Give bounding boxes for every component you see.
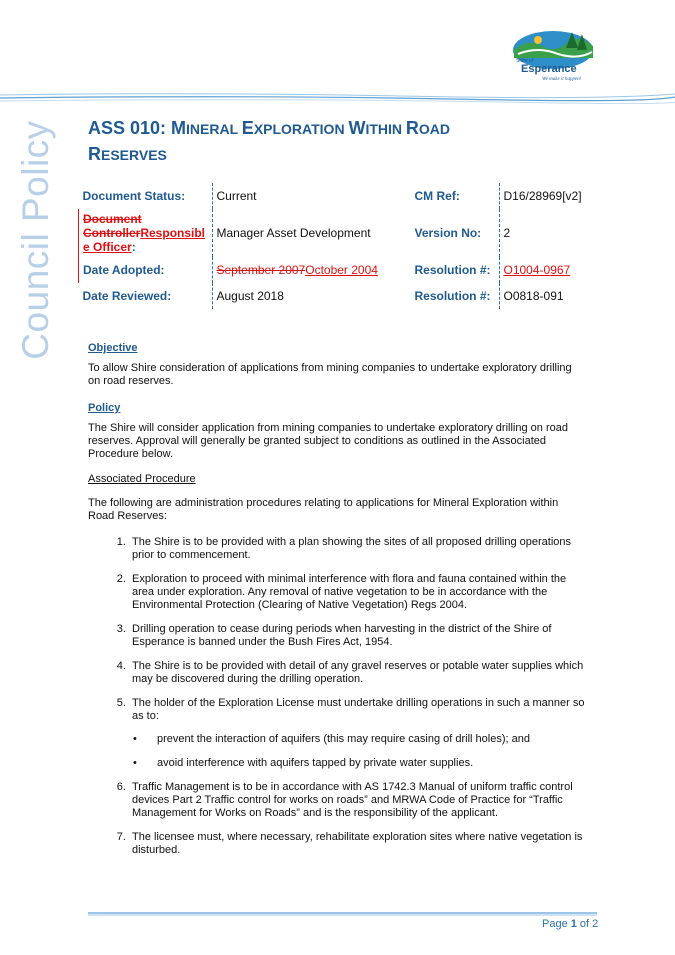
objective-heading: Objective <box>88 342 138 354</box>
list-item: 7. The licensee must, where necessary, rehabilitate exploration sites where native vegetation is disturbed. <box>129 831 586 857</box>
policy-body <box>88 342 586 868</box>
list-item: 1. The Shire is to be provided with a plan showing the sites of all proposed drilling operations prior to commencement. <box>129 536 586 562</box>
date-adopted-label: Date Adopted: <box>79 257 213 283</box>
resolution-label-1: Resolution #: <box>414 263 491 277</box>
sub-list-item: • avoid interference with aquifers tapped by private water supplies. <box>133 757 474 769</box>
header-divider <box>0 92 675 104</box>
cm-ref-label: CM Ref: <box>414 189 460 203</box>
version-label: Version No: <box>414 226 482 240</box>
cm-ref-value: D16/28969[v2] <box>499 183 598 209</box>
officer-label: Document ControllerResponsibl e Officer: <box>79 209 213 257</box>
list-item: 6. Traffic Management is to be in accordance with AS 1742.3 Manual of uniform traffic control devices Part 2 Traffic control for works on roads” and MRWA Code of Practice for “Traffic Management for Works on Roads” and is the responsibility of the applicant. <box>129 781 586 820</box>
date-reviewed-label: Date Reviewed: <box>82 289 172 303</box>
resolution-value-2: O0818-091 <box>499 283 598 309</box>
footer-divider <box>88 912 597 916</box>
procedure-intro: The following are administration procedures relating to applications for Mineral Exploration within Road Reserves: <box>88 497 559 522</box>
document-meta-table <box>78 183 598 309</box>
list-item: 4. The Shire is to be provided with detail of any gravel reserves or potable water supplies which may be discovered during the drilling operation. <box>129 660 586 686</box>
sub-list-item: • prevent the interaction of aquifers (this may require casing of drill holes); and <box>133 733 530 745</box>
svg-text:Shire of: Shire of <box>516 58 534 64</box>
sub-list <box>132 733 586 770</box>
policy-heading: Policy <box>88 402 121 414</box>
objective-text: To allow Shire consideration of applications from mining companies to undertake exploratory drilling on road reserves. <box>88 362 572 387</box>
page-number: Page 1 of 2 <box>542 918 599 930</box>
date-adopted-value: September 2007October 2004 <box>212 257 411 283</box>
officer-value: Manager Asset Development <box>212 209 411 257</box>
list-item: 2. Exploration to proceed with minimal interference with flora and fauna contained within the area under exploration. Any removal of native vegetation to be in accordance with the Environmental Protection (Clearing of Native Vegetation) Regs 2004. <box>129 573 586 612</box>
list-item: 3. Drilling operation to cease during periods when harvesting in the district of the Shire of Esperance is banned under the Bush Fires Act, 1954. <box>129 623 586 649</box>
esperance-logo <box>508 28 600 84</box>
document-status-value: Current <box>212 183 411 209</box>
procedure-heading: Associated Procedure <box>88 473 196 485</box>
policy-text: The Shire will consider application from mining companies to undertake exploratory drilling on road reserves. Approval will generally be granted subject to conditions as outlined in the Associated Procedure below. <box>88 422 568 460</box>
resolution-value-1: O1004-0967 <box>499 257 598 283</box>
date-reviewed-value: August 2018 <box>212 283 411 309</box>
svg-text:We make it happen!: We make it happen! <box>542 77 582 82</box>
list-item: 5. The holder of the Exploration License must undertake drilling operations in such a manner so as to: • prevent the interaction of aquifers (this may require casing of drill holes); and • avoid interference with aquifers tapped by private water supplies. <box>129 697 586 770</box>
sidebar-title: Council Policy <box>15 120 56 360</box>
svg-text:Esperance: Esperance <box>521 63 577 75</box>
version-value: 2 <box>499 209 598 257</box>
resolution-label-2: Resolution #: <box>414 289 491 303</box>
page-title: ASS 010: MINERAL EXPLORATION WITHIN ROAD RESERVES <box>88 118 451 164</box>
procedure-list <box>88 536 586 857</box>
sidebar <box>8 118 58 358</box>
document-status-label: Document Status: <box>82 189 186 203</box>
